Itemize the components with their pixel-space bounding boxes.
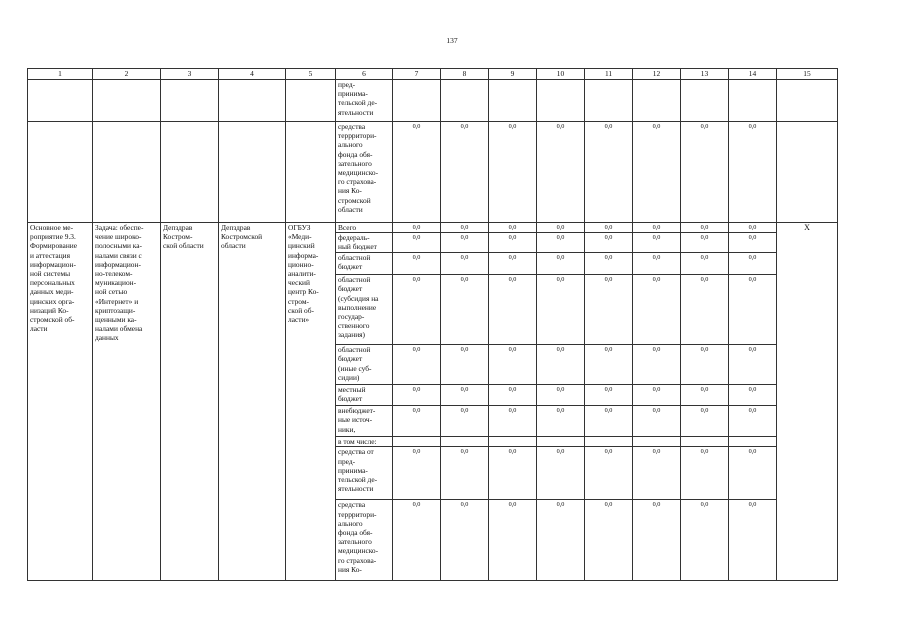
value-cell: 0,0 <box>585 406 633 437</box>
value-cell: 0,0 <box>633 385 681 406</box>
funding-source-cell: Всего <box>336 223 393 233</box>
value-cell: 0,0 <box>633 233 681 253</box>
value-cell <box>633 437 681 447</box>
column-header: 3 <box>161 69 219 80</box>
value-cell: 0,0 <box>537 253 585 275</box>
value-cell: 0,0 <box>441 345 489 385</box>
funding-source-cell: областной бюджет (субсидия на выполнение государ- ственного задания) <box>336 275 393 345</box>
value-cell: 0,0 <box>537 223 585 233</box>
value-cell: 0,0 <box>393 275 441 345</box>
value-cell: 0,0 <box>729 122 777 223</box>
value-cell: 0,0 <box>681 275 729 345</box>
value-cell: 0,0 <box>393 122 441 223</box>
value-cell <box>585 437 633 447</box>
funding-source-cell: областной бюджет (иные суб- сидии) <box>336 345 393 385</box>
value-cell <box>681 80 729 122</box>
value-cell: 0,0 <box>489 253 537 275</box>
value-cell: 0,0 <box>633 253 681 275</box>
value-cell <box>729 437 777 447</box>
value-cell: 0,0 <box>393 500 441 581</box>
column-header: 4 <box>219 69 286 80</box>
value-cell: 0,0 <box>681 122 729 223</box>
column-header: 11 <box>585 69 633 80</box>
task-cell: Задача: обеспе- чение широко- полосными ка- налами связи с информацион- но-телеком- муникацион- ной сетью «Интернет» и криптозащи- щенными ка- налами обмена данных <box>93 223 161 581</box>
value-cell: 0,0 <box>585 233 633 253</box>
funding-source-cell: внебюджет- ные источ- ники, <box>336 406 393 437</box>
column-header: 10 <box>537 69 585 80</box>
value-cell <box>393 437 441 447</box>
value-cell: 0,0 <box>537 122 585 223</box>
column-header: 9 <box>489 69 537 80</box>
value-cell: 0,0 <box>633 345 681 385</box>
value-cell: 0,0 <box>441 253 489 275</box>
header-row <box>28 69 838 80</box>
value-cell: 0,0 <box>393 406 441 437</box>
funding-source-cell: средства от пред- принима- тельской де- ятельности <box>336 447 393 500</box>
coexecutor-cell: Депздрав Костромской области <box>219 223 286 581</box>
value-cell: 0,0 <box>441 385 489 406</box>
value-cell: 0,0 <box>489 447 537 500</box>
empty-cell <box>777 80 838 122</box>
value-cell: 0,0 <box>633 223 681 233</box>
table-row <box>28 122 838 223</box>
value-cell: 0,0 <box>537 275 585 345</box>
budget-table <box>27 68 838 581</box>
empty-cell <box>286 80 336 122</box>
value-cell: 0,0 <box>585 385 633 406</box>
value-cell: 0,0 <box>585 223 633 233</box>
value-cell: 0,0 <box>393 385 441 406</box>
value-cell: 0,0 <box>537 500 585 581</box>
empty-cell <box>777 122 838 223</box>
column-header: 15 <box>777 69 838 80</box>
value-cell: 0,0 <box>537 447 585 500</box>
empty-cell <box>93 80 161 122</box>
value-cell: 0,0 <box>441 122 489 223</box>
value-cell: 0,0 <box>585 253 633 275</box>
funding-source-cell: пред- принима- тельской де- ятельности <box>336 80 393 122</box>
column-header: 6 <box>336 69 393 80</box>
value-cell: 0,0 <box>585 345 633 385</box>
value-cell: 0,0 <box>633 500 681 581</box>
column-header: 5 <box>286 69 336 80</box>
value-cell: 0,0 <box>393 253 441 275</box>
funding-source-cell: в том числе: <box>336 437 393 447</box>
value-cell: 0,0 <box>441 223 489 233</box>
value-cell: 0,0 <box>729 253 777 275</box>
table-row <box>28 223 838 233</box>
table-row <box>28 80 838 122</box>
value-cell: 0,0 <box>681 500 729 581</box>
funding-source-cell: средства террритори- ального фонда обя- зательного медицинско- го страхова- ния Ко- <box>336 500 393 581</box>
value-cell: 0,0 <box>393 345 441 385</box>
empty-cell <box>219 80 286 122</box>
value-cell: 0,0 <box>729 385 777 406</box>
value-cell <box>489 80 537 122</box>
responsible-executor-cell: Депздрав Костром- ской области <box>161 223 219 581</box>
value-cell: 0,0 <box>489 275 537 345</box>
value-cell: 0,0 <box>633 275 681 345</box>
column-header: 7 <box>393 69 441 80</box>
funding-source-cell: федераль- ный бюджет <box>336 233 393 253</box>
value-cell <box>729 80 777 122</box>
value-cell <box>537 437 585 447</box>
column-header: 8 <box>441 69 489 80</box>
value-cell: 0,0 <box>537 406 585 437</box>
column-header: 12 <box>633 69 681 80</box>
value-cell: 0,0 <box>681 345 729 385</box>
value-cell <box>633 80 681 122</box>
value-cell: 0,0 <box>393 223 441 233</box>
value-cell <box>441 80 489 122</box>
value-cell <box>489 437 537 447</box>
value-cell <box>537 80 585 122</box>
value-cell <box>393 80 441 122</box>
value-cell: 0,0 <box>729 500 777 581</box>
value-cell: 0,0 <box>729 233 777 253</box>
empty-cell <box>219 122 286 223</box>
column-header: 2 <box>93 69 161 80</box>
funding-source-cell: областной бюджет <box>336 253 393 275</box>
value-cell: 0,0 <box>729 223 777 233</box>
value-cell: 0,0 <box>489 500 537 581</box>
value-cell: 0,0 <box>393 233 441 253</box>
value-cell: 0,0 <box>729 406 777 437</box>
value-cell: 0,0 <box>441 447 489 500</box>
value-cell: 0,0 <box>489 223 537 233</box>
value-cell: 0,0 <box>633 447 681 500</box>
value-cell <box>585 80 633 122</box>
value-cell: 0,0 <box>681 253 729 275</box>
value-cell: 0,0 <box>633 406 681 437</box>
column-header: 14 <box>729 69 777 80</box>
value-cell: 0,0 <box>441 275 489 345</box>
column-header: 1 <box>28 69 93 80</box>
empty-cell <box>286 122 336 223</box>
value-cell: 0,0 <box>681 233 729 253</box>
value-cell: 0,0 <box>489 345 537 385</box>
value-cell: 0,0 <box>585 275 633 345</box>
value-cell: 0,0 <box>393 447 441 500</box>
value-cell: 0,0 <box>441 500 489 581</box>
empty-cell <box>28 122 93 223</box>
value-cell: 0,0 <box>681 385 729 406</box>
value-cell: 0,0 <box>489 122 537 223</box>
value-cell: 0,0 <box>489 233 537 253</box>
value-cell: 0,0 <box>585 122 633 223</box>
empty-cell <box>28 80 93 122</box>
value-cell: 0,0 <box>633 122 681 223</box>
measure-name-cell: Основное ме- роприятие 9.3. Формирование и аттестация информацион- ной системы персональных данных меди- цинских орга- низаций Ко- стромской об- ласти <box>28 223 93 581</box>
participant-cell: ОГБУЗ «Меди- цинский информа- ционно- аналити- ческий центр Ко- стром- ской об- ласти» <box>286 223 336 581</box>
indicator-cell: Х <box>777 223 838 581</box>
value-cell: 0,0 <box>537 385 585 406</box>
value-cell: 0,0 <box>729 345 777 385</box>
value-cell: 0,0 <box>681 406 729 437</box>
funding-source-cell: местный бюджет <box>336 385 393 406</box>
value-cell: 0,0 <box>585 447 633 500</box>
column-header: 13 <box>681 69 729 80</box>
value-cell: 0,0 <box>729 275 777 345</box>
value-cell: 0,0 <box>537 233 585 253</box>
value-cell <box>441 437 489 447</box>
empty-cell <box>161 122 219 223</box>
value-cell <box>681 437 729 447</box>
value-cell: 0,0 <box>441 233 489 253</box>
value-cell: 0,0 <box>489 406 537 437</box>
value-cell: 0,0 <box>729 447 777 500</box>
value-cell: 0,0 <box>585 500 633 581</box>
value-cell: 0,0 <box>489 385 537 406</box>
value-cell: 0,0 <box>441 406 489 437</box>
funding-source-cell: средства террритори- ального фонда обя- зательного медицинско- го страхова- ния Ко- стромской области <box>336 122 393 223</box>
value-cell: 0,0 <box>537 345 585 385</box>
empty-cell <box>93 122 161 223</box>
value-cell: 0,0 <box>681 223 729 233</box>
page-number: 137 <box>446 36 458 45</box>
value-cell: 0,0 <box>681 447 729 500</box>
empty-cell <box>161 80 219 122</box>
